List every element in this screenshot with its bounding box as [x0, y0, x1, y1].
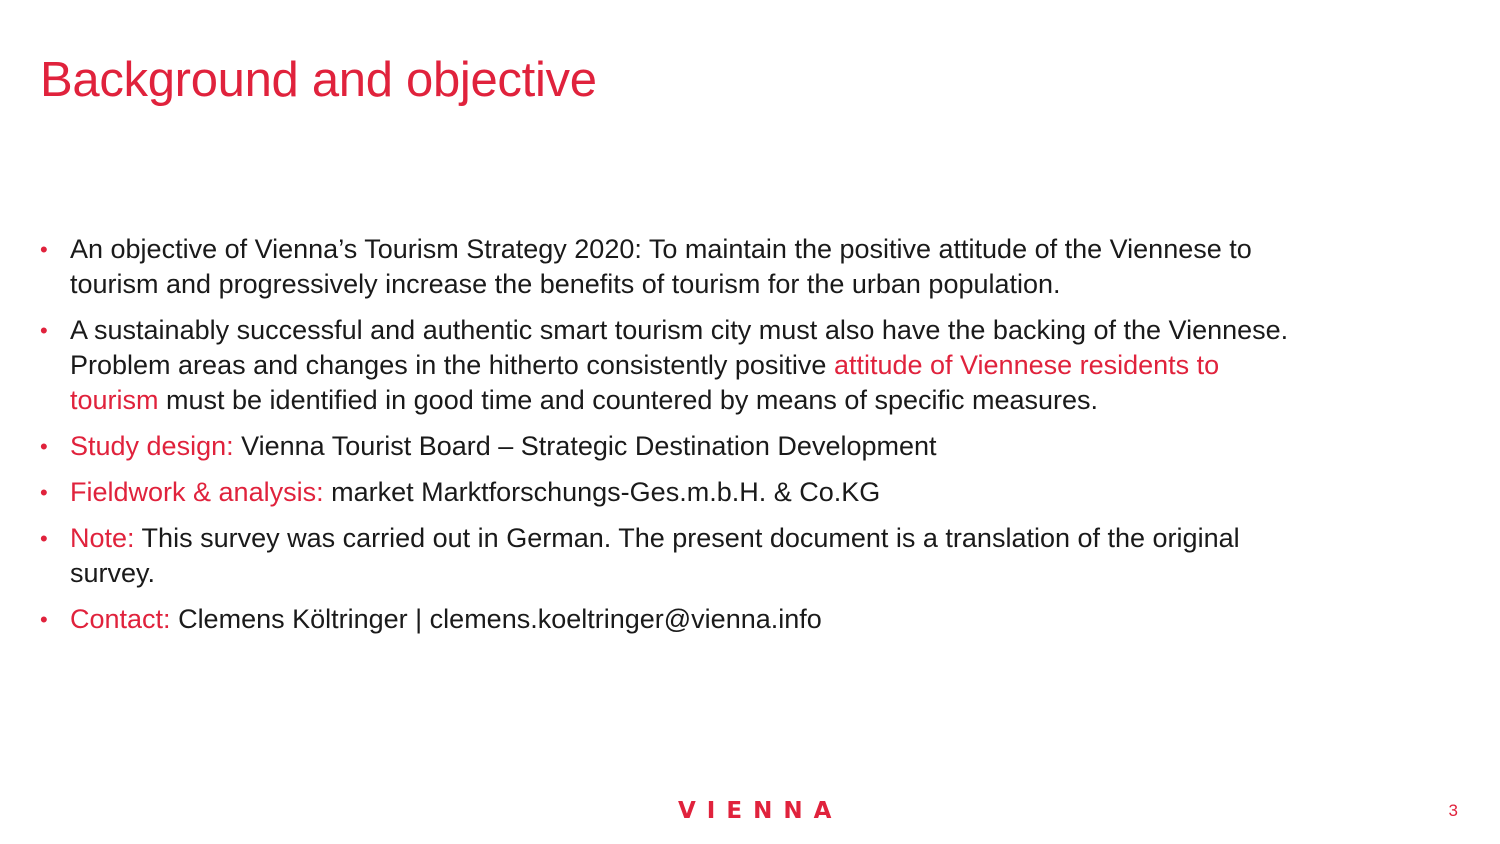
- bullet-note: [40, 521, 1290, 591]
- bullet-text: This survey was carried out in German. The present document is a translation of the original survey.: [70, 523, 1240, 588]
- bullet-icon: •: [40, 434, 48, 459]
- bullet-text: must be identified in good time and countered by means of specific measures.: [158, 385, 1099, 415]
- vienna-logo: VIENNA: [678, 798, 843, 824]
- bullet-icon: •: [40, 480, 48, 505]
- bullet-study-design: [40, 429, 1290, 464]
- bullet-label: Fieldwork & analysis:: [70, 477, 324, 507]
- bullet-label: Contact:: [70, 604, 171, 634]
- bullet-highlight: attitude of Viennese residents to tourism: [70, 350, 1220, 415]
- bullet-icon: •: [40, 526, 48, 551]
- bullet-label: Note:: [70, 523, 135, 553]
- bullet-text: Clemens Költringer | clemens.koeltringer@vienna.info: [170, 604, 822, 634]
- bullet-text: A sustainably successful and authentic smart tourism city must also have the backing of the Viennese. Problem areas and changes in the hitherto consistently positive: [70, 315, 1289, 380]
- bullet-objective: [40, 232, 1290, 302]
- bullet-icon: •: [40, 318, 48, 343]
- bullet-contact: [40, 602, 1290, 637]
- bullet-text: Vienna Tourist Board – Strategic Destination Development: [233, 431, 937, 461]
- bullet-icon: •: [40, 607, 48, 632]
- slide-title: Background and objective: [40, 53, 597, 107]
- bullet-text: An objective of Vienna’s Tourism Strategy 2020: To maintain the positive attitude of the Viennese to tourism and progressively increase the benefits of tourism for the urban population.: [70, 234, 1252, 299]
- bullet-text: market Marktforschungs-Ges.m.b.H. & Co.KG: [323, 477, 881, 507]
- page-number: 3: [1448, 801, 1458, 820]
- bullet-list: [40, 232, 1290, 648]
- bullet-icon: •: [40, 237, 48, 262]
- bullet-fieldwork: [40, 475, 1290, 510]
- bullet-label: Study design:: [70, 431, 234, 461]
- bullet-backing: [40, 313, 1290, 418]
